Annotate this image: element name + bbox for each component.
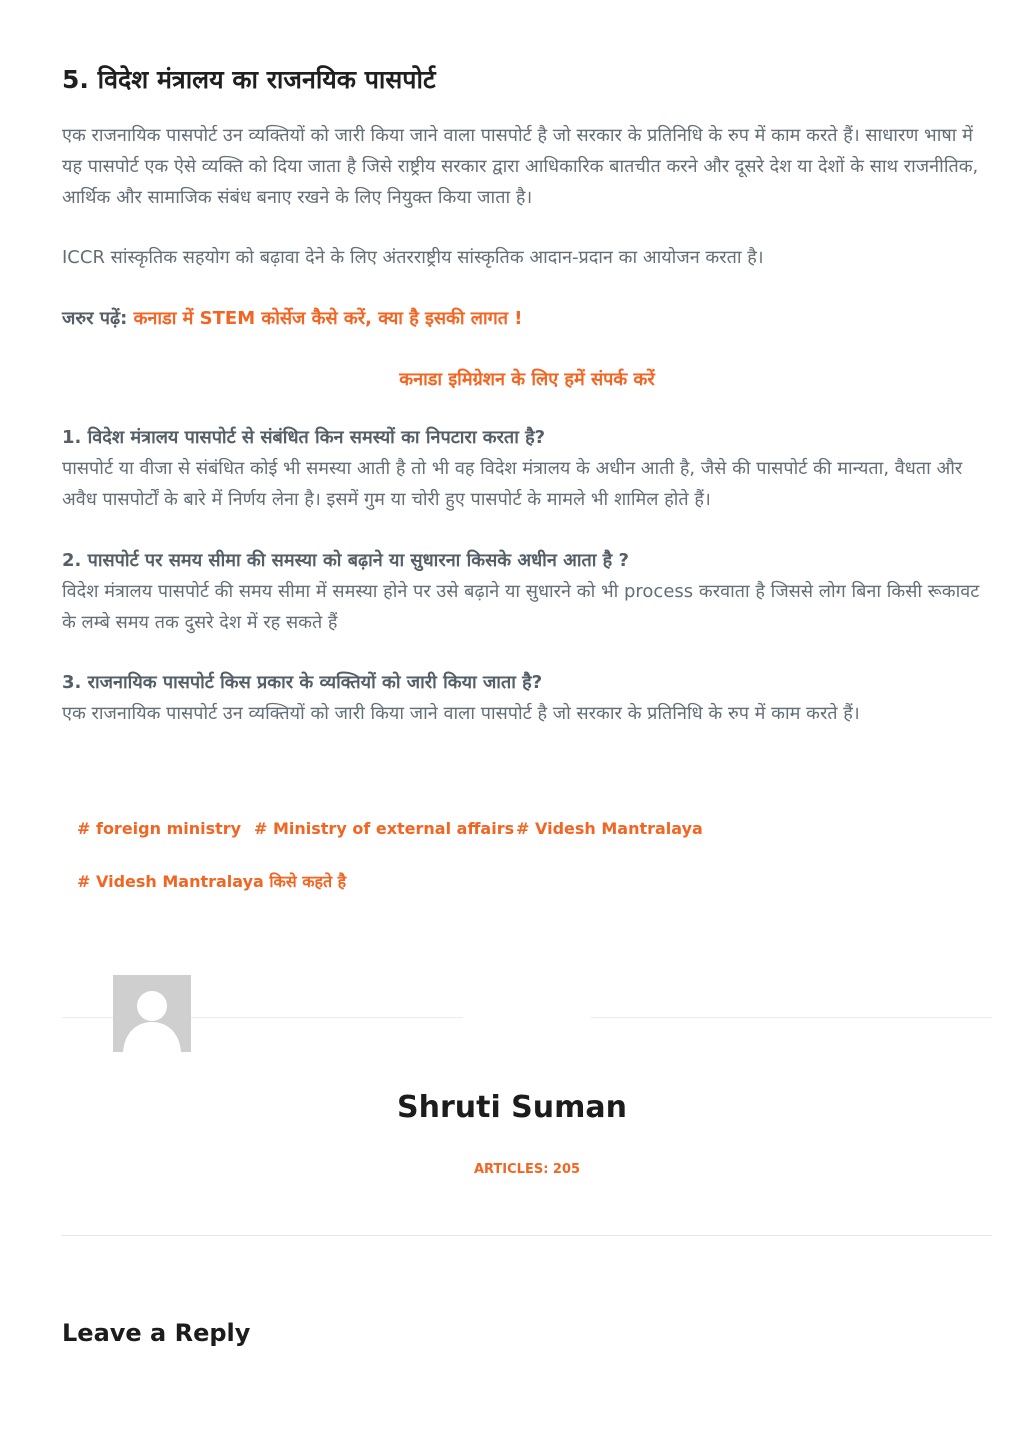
author-divider-right: [591, 1017, 992, 1018]
article-paragraph: एक राजनायिक पासपोर्ट उन व्यक्तियों को जारी किया जाने वाला पासपोर्ट है जो सरकार के प्रतिनिधि के रुप में काम करते हैं। साधारण भाषा में यह पासपोर्ट एक ऐसे व्यक्ति को दिया जाता है जिसे राष्ट्रीय सरकार द्वारा आधिकारिक बातचीत करने और दूसरे देश या देशों के साथ राजनीतिक, आर्थिक और सामाजिक संबंध बनाए रखने के लिए नियुक्त किया जाता है।: [62, 125, 979, 208]
faq-question: 3. राजनायिक पासपोर्ट किस प्रकार के व्यक्तियों को जारी किया जाता है?: [62, 672, 543, 693]
must-read: [62, 303, 523, 334]
author-avatar[interactable]: [113, 975, 191, 1052]
contact-us-link[interactable]: कनाडा इमिग्रेशन के लिए हमें संपर्क करें: [399, 369, 655, 390]
section-heading: 5. विदेश मंत्रालय का राजनयिक पासपोर्ट: [62, 65, 436, 94]
author-name[interactable]: Shruti Suman: [396, 1090, 627, 1125]
author-articles-count[interactable]: ARTICLES: 205: [473, 1162, 581, 1177]
faq-item: [62, 422, 992, 515]
leave-reply-heading: Leave a Reply: [62, 1319, 251, 1347]
faq-answer: एक राजनायिक पासपोर्ट उन व्यक्तियों को जारी किया जाने वाला पासपोर्ट है जो सरकार के प्रतिनिधि के रुप में काम करते हैं।: [62, 703, 860, 724]
tag-link[interactable]: # foreign ministry: [77, 819, 242, 838]
faq-answer: विदेश मंत्रालय पासपोर्ट की समय सीमा में समस्या होने पर उसे बढ़ाने या सुधारने को भी process करवाता है जिससे लोग बिना किसी रूकावट के लम्बे समय तक दुसरे देश में रह सकते हैं: [62, 581, 980, 633]
section-divider: [62, 1235, 992, 1236]
must-read-label: जरुर पढ़ें:: [62, 308, 128, 329]
faq-item: [62, 545, 992, 638]
faq-question: 2. पासपोर्ट पर समय सीमा की समस्या को बढ़ाने या सुधारना किसके अधीन आता है ?: [62, 550, 629, 571]
tag-link[interactable]: # Videsh Mantralaya किसे कहते है: [77, 872, 347, 891]
article-paragraph: ICCR सांस्कृतिक सहयोग को बढ़ावा देने के लिए अंतरराष्ट्रीय सांस्कृतिक आदान-प्रदान का आयोजन करता है।: [62, 247, 764, 268]
tag-link[interactable]: # Ministry of external affairs: [254, 819, 515, 838]
user-silhouette-icon: [113, 975, 191, 1052]
faq-answer: पासपोर्ट या वीजा से संबंधित कोई भी समस्या आती है तो भी वह विदेश मंत्रालय के अधीन आती है, जैसे की पासपोर्ट की मान्यता, वैधता और अवैध पासपोर्टों के बारे में निर्णय लेना है। इसमें गुम या चोरी हुए पासपोर्ट के मामले भी शामिल होते हैं।: [62, 458, 963, 510]
tag-link[interactable]: # Videsh Mantralaya: [516, 819, 703, 838]
must-read-link[interactable]: कनाडा में STEM कोर्सेज कैसे करें, क्या है इसकी लागत !: [133, 308, 523, 329]
faq-item: [62, 667, 992, 729]
faq-question: 1. विदेश मंत्रालय पासपोर्ट से संबंधित किन समस्यों का निपटारा करता है?: [62, 427, 546, 448]
